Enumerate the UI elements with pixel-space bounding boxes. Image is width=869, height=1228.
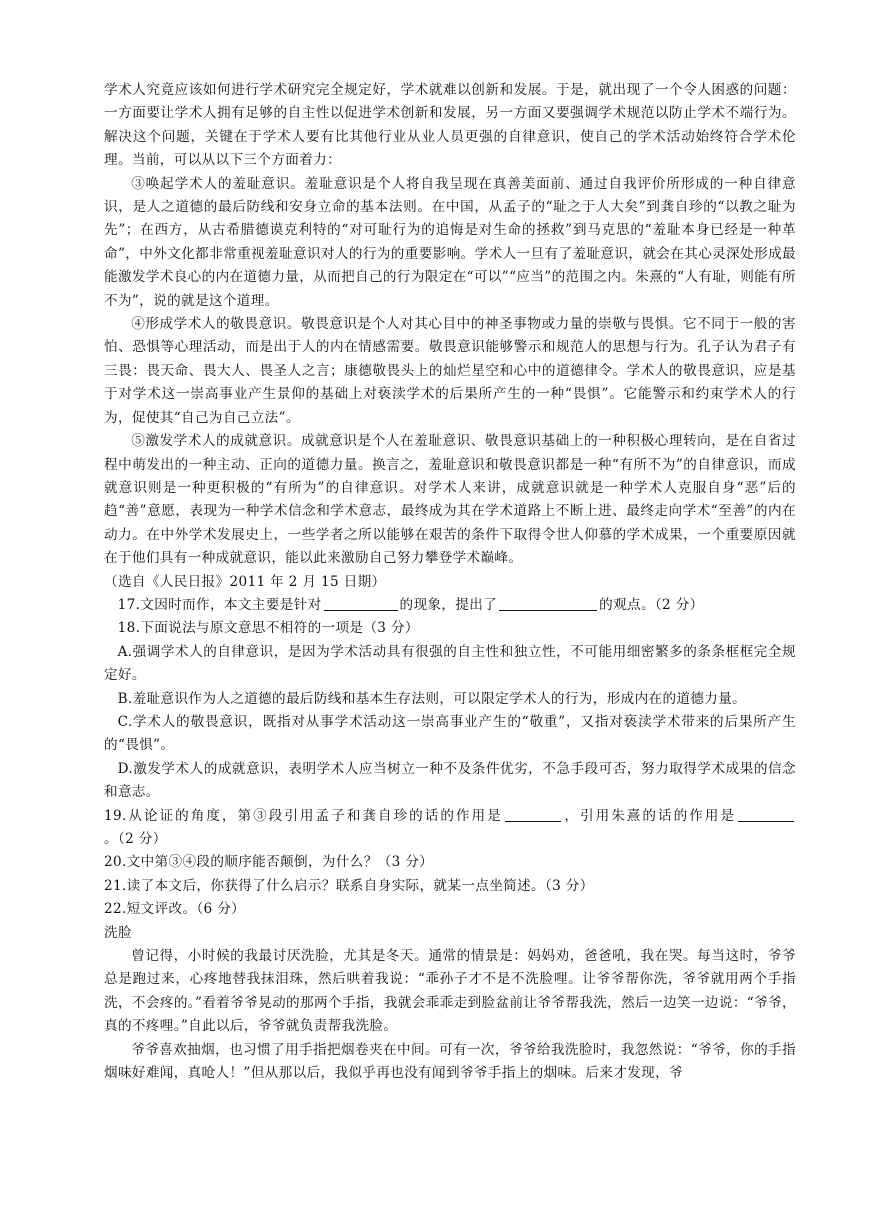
question-19-text-a: 19.从论证的角度，第③段引用孟子和龚自珍的话的作用是 <box>104 807 503 824</box>
essay-paragraph: 曾记得，小时候的我最讨厌洗脸，尤其是冬天。通常的情景是：妈妈劝，爸爸吼，我在哭。每当这时，爷爷总是跑过来，心疼地替我抹泪珠，然后哄着我说：“乖孙子才不是不洗脸哩。让爷爷帮你洗，爷爷就用两个手指洗，不会疼的。”看着爷爷晃动的那两个手指，我就会乖乖走到脸盆前让爷爷帮我洗，然后一边笑一边说：“爷爷，真的不疼哩。”自此以后，爷爷就负责帮我洗脸。 <box>104 948 796 1035</box>
page-content <box>104 79 796 1085</box>
essay-title: 洗脸 <box>104 924 132 941</box>
question-17-text-a: 17.文因时而作，本文主要是针对 <box>117 596 322 613</box>
answer-blank-19-2[interactable] <box>738 806 794 822</box>
question-17-text-b: 的现象，提出了 <box>399 596 498 613</box>
passage-paragraph-3: ③唤起学术人的羞耻意识。羞耻意识是个人将自我呈现在真善美面前、通过自我评价所形成的一种自律意识，是人之道德的最后防线和安身立命的基本法则。在中国，从孟子的“耻之于人大矣”到龚自珍的“以教之耻为先”；在西方，从古希腊德谟克利特的“对可耻行为的追悔是对生命的拯救”到马克思的“羞耻本身已经是一种革命”，中外文化都非常重视羞耻意识对人的行为的重要影响。学术人一旦有了羞耻意识，就会在其心灵深处形成最能激发学术良心的内在道德力量，从而把自己的行为限定在“可以”“应当”的范围之内。朱熹的“人有耻，则能有所不为”，说的就是这个道理。 <box>104 175 796 309</box>
question-20: 20.文中第③④段的顺序能否颠倒，为什么？（3 分） <box>104 854 434 871</box>
option-18-d: D.激发学术人的成就意识，表明学术人应当树立一种不及条件优劣，不急手段可否，努力取得学术成果的信念和意志。 <box>104 760 796 801</box>
passage-paragraph-4: ④形成学术人的敬畏意识。敬畏意识是个人对其心目中的神圣事物或力量的崇敬与畏惧。它不同于一般的害怕、恐惧等心理活动，而是出于人的内在情感需要。敬畏意识能够警示和规范人的思想与行为。孔子认为君子有三畏：畏天命、畏大人、畏圣人之言；康德敬畏头上的灿烂星空和心中的道德律令。学术人的敬畏意识，应是基于对学术这一崇高事业产生景仰的基础上对亵渎学术的后果所产生的一种“畏惧”。它能警示和约束学术人的行为，促使其“自己为自己立法”。 <box>104 316 796 426</box>
option-18-a: A.强调学术人的自律意识，是因为学术活动具有很强的自主性和独立性，不可能用细密繁多的条条框框完全规定好。 <box>104 643 796 684</box>
answer-blank-17-1[interactable] <box>324 595 398 611</box>
question-19-text-c: 。（2 分） <box>104 831 167 847</box>
question-21: 21.读了本文后，你获得了什么启示？联系自身实际，就某一点坐简述。（3 分） <box>104 877 594 894</box>
essay-paragraph: 爷爷喜欢抽烟，也习惯了用手指把烟卷夹在中间。可有一次，爷爷给我洗脸时，我忽然说：“爷爷，你的手指烟味好难闻，真呛人！”但从那以后，我似乎再也没有闻到爷爷手指上的烟味。后来才发现，爷 <box>104 1041 796 1082</box>
option-18-b: B.羞耻意识作为人之道德的最后防线和基本生存法则，可以限定学术人的行为，形成内在的道德力量。 <box>117 690 747 707</box>
question-22: 22.短文评改。（6 分） <box>104 901 246 918</box>
question-18: 18.下面说法与原文意思不相符的一项是（3 分） <box>117 620 419 637</box>
question-19-text-b: ，引用朱熹的话的作用是 <box>562 807 736 824</box>
answer-blank-19-1[interactable] <box>505 806 561 822</box>
question-17-text-c: 的观点。（2 分） <box>599 596 704 613</box>
option-18-c: C.学术人的敬畏意识，既指对从事学术活动这一崇高事业产生的“敬重”，又指对亵渎学术带来的后果所产生的“畏惧”。 <box>104 713 796 754</box>
question-19 <box>104 805 796 852</box>
answer-blank-17-2[interactable] <box>499 595 597 611</box>
passage-source: （选自《人民日报》2011 年 2 月 15 日期） <box>104 573 386 590</box>
passage-paragraph: 学术人究竟应该如何进行学术研究完全规定好，学术就难以创新和发展。于是，就出现了一个令人困惑的问题：一方面要让学术人拥有足够的自主性以促进学术创新和发展，另一方面又要强调学术规范以防止学术不端行为。解决这个问题，关键在于学术人要有比其他行业从业人员更强的自律意识，使自己的学术活动始终符合学术伦理。当前，可以从以下三个方面着力： <box>104 82 796 169</box>
passage-paragraph-5: ⑤激发学术人的成就意识。成就意识是个人在羞耻意识、敬畏意识基础上的一种积极心理转向，是在自省过程中萌发出的一种主动、正向的道德力量。换言之，羞耻意识和敬畏意识都是一种“有所不为”的自律意识，而成就意识则是一种更积极的“有所为”的自律意识。对学术人来讲，成就意识就是一种学术人克服自身“恶”后的趋“善”意愿，表现为一种学术信念和学术意志，最终成为其在学术道路上不断上进、最终走向学术“至善”的内在动力。在中外学术发展史上，一些学者之所以能够在艰苦的条件下取得令世人仰慕的学术成果，一个重要原因就在于他们具有一种成就意识，能以此来激励自己努力攀登学术巅峰。 <box>104 433 796 567</box>
question-17 <box>104 594 796 617</box>
